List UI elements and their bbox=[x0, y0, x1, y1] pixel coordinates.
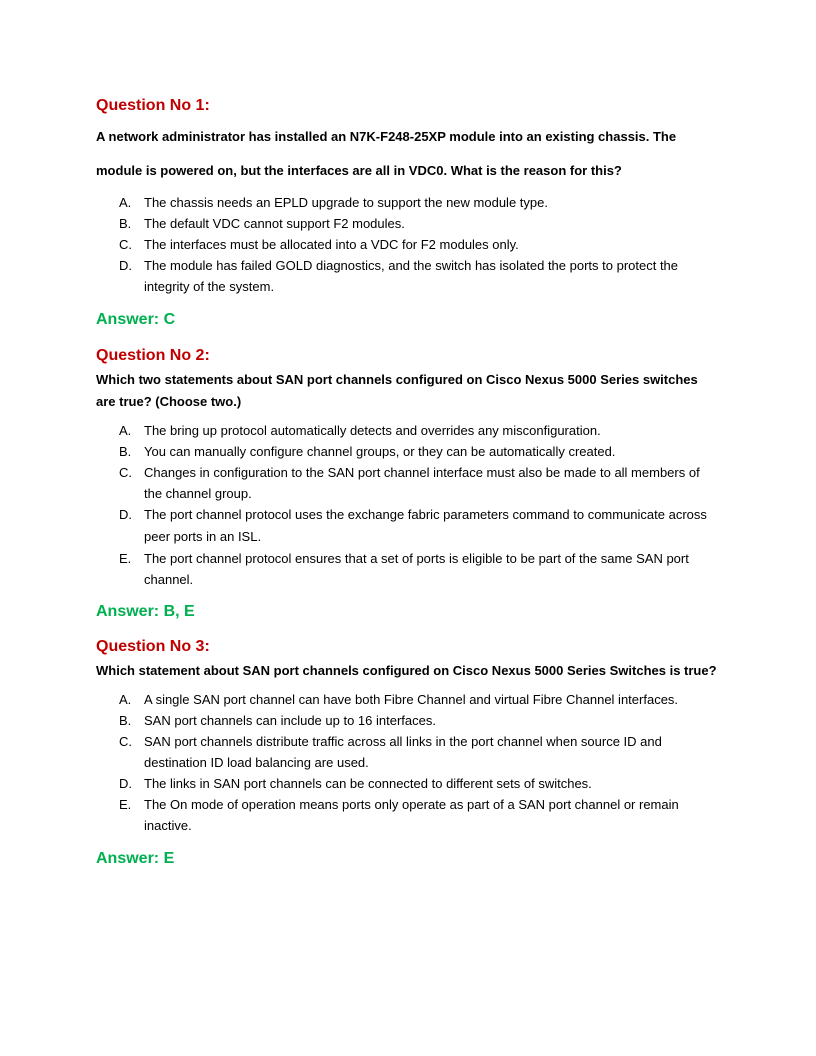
option-text: SAN port channels distribute traffic across all links in the port channel when source ID and destination ID load balancing are used. bbox=[144, 734, 662, 770]
option-letter: B. bbox=[119, 444, 132, 459]
option-item bbox=[96, 689, 720, 710]
option-text: SAN port channels can include up to 16 interfaces. bbox=[144, 713, 436, 728]
option-list bbox=[96, 689, 720, 836]
option-text: The bring up protocol automatically detects and overrides any misconfiguration. bbox=[144, 423, 601, 438]
option-text: The port channel protocol ensures that a set of ports is eligible to be part of the same SAN port channel. bbox=[144, 551, 689, 587]
option-item bbox=[96, 731, 720, 773]
option-item bbox=[96, 504, 720, 548]
option-item bbox=[96, 548, 720, 590]
option-text: The chassis needs an EPLD upgrade to support the new module type. bbox=[144, 195, 548, 210]
question-text: Which statement about SAN port channels configured on Cisco Nexus 5000 Series Switches is true? bbox=[96, 663, 717, 678]
option-letter: B. bbox=[119, 216, 132, 231]
option-text: A single SAN port channel can have both Fibre Channel and virtual Fibre Channel interfaces. bbox=[144, 692, 679, 707]
question-block-1 bbox=[96, 95, 720, 331]
option-letter: C. bbox=[119, 237, 132, 252]
option-item bbox=[96, 441, 720, 462]
option-letter: D. bbox=[119, 507, 132, 522]
option-item bbox=[96, 710, 720, 731]
question-block-2 bbox=[96, 345, 720, 623]
option-letter: A. bbox=[119, 692, 132, 707]
question-block-3 bbox=[96, 636, 720, 870]
option-item bbox=[96, 192, 720, 213]
option-item bbox=[96, 773, 720, 794]
option-letter: A. bbox=[119, 423, 132, 438]
option-list bbox=[96, 192, 720, 297]
option-letter: E. bbox=[119, 551, 132, 566]
option-letter: C. bbox=[119, 465, 132, 480]
option-letter: B. bbox=[119, 713, 132, 728]
question-title: Question No 3: bbox=[96, 638, 210, 655]
question-title: Question No 1: bbox=[96, 97, 210, 114]
option-text: The links in SAN port channels can be connected to different sets of switches. bbox=[144, 776, 592, 791]
option-item bbox=[96, 255, 720, 297]
option-list bbox=[96, 420, 720, 590]
option-text: The On mode of operation means ports only operate as part of a SAN port channel or remain inactive. bbox=[144, 797, 679, 833]
option-letter: A. bbox=[119, 195, 132, 210]
option-text: You can manually configure channel groups, or they can be automatically created. bbox=[144, 444, 616, 459]
option-letter: D. bbox=[119, 776, 132, 791]
answer-label: Answer: E bbox=[96, 850, 175, 867]
option-item bbox=[96, 213, 720, 234]
option-text: The default VDC cannot support F2 modules. bbox=[144, 216, 405, 231]
option-letter: D. bbox=[119, 258, 132, 273]
option-letter: E. bbox=[119, 797, 132, 812]
option-item bbox=[96, 794, 720, 836]
question-text: Which two statements about SAN port channels configured on Cisco Nexus 5000 Series switches are true? (Choose two.) bbox=[96, 372, 698, 409]
option-letter: C. bbox=[119, 734, 132, 749]
option-text: The port channel protocol uses the exchange fabric parameters command to communicate across peer ports in an ISL. bbox=[144, 507, 707, 544]
question-title: Question No 2: bbox=[96, 347, 210, 364]
option-text: The module has failed GOLD diagnostics, and the switch has isolated the ports to protect the integrity of the system. bbox=[144, 258, 679, 294]
question-text: A network administrator has installed an N7K-F248-25XP module into an existing chassis. The module is powered on, but the interfaces are all in VDC0. What is the reason for this? bbox=[96, 129, 677, 178]
option-text: Changes in configuration to the SAN port channel interface must also be made to all members of the channel group. bbox=[144, 465, 700, 501]
document-page bbox=[96, 95, 720, 870]
option-text: The interfaces must be allocated into a VDC for F2 modules only. bbox=[144, 237, 519, 252]
option-item bbox=[96, 462, 720, 504]
option-item bbox=[96, 420, 720, 441]
answer-label: Answer: C bbox=[96, 311, 176, 328]
option-item bbox=[96, 234, 720, 255]
answer-label: Answer: B, E bbox=[96, 603, 195, 620]
